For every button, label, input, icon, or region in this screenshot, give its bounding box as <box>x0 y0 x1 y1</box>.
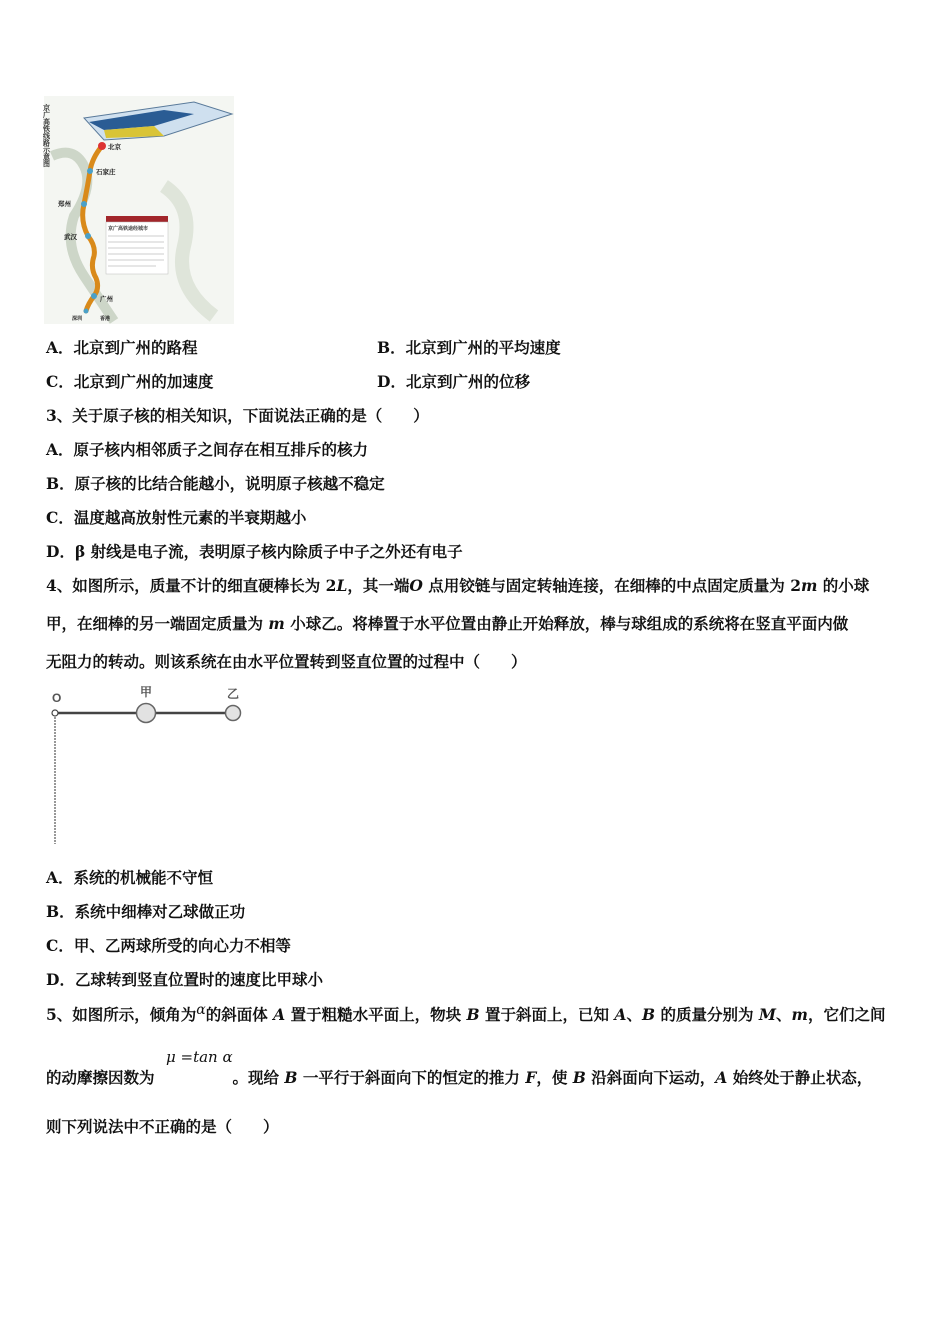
q4-stem-line-1: 4、如图所示，质量不计的细直硬棒长为 2L，其一端O 点用铰链与固定转轴连接，在细棒的中点固定质量为 2m 的小球 <box>46 576 870 595</box>
friction-formula: μ =tan α <box>166 1048 233 1066</box>
city-label: 石家庄 <box>96 169 116 176</box>
ball-jia-label: 甲 <box>140 685 153 699</box>
q2-option-b: B．北京到广州的平均速度 <box>377 338 561 357</box>
q5-stem-line-3: 则下列说法中不正确的是（ ） <box>46 1117 279 1136</box>
pivot-point <box>52 710 58 716</box>
city-marker <box>81 201 87 207</box>
ball-jia <box>137 704 156 723</box>
city-marker <box>98 142 106 150</box>
q3-option-b: B．原子核的比结合能越小，说明原子核越不稳定 <box>46 474 385 493</box>
q3-option-a: A．原子核内相邻质子之间存在相互排斥的核力 <box>46 440 369 459</box>
legend-title: 京广高铁途经城市 <box>108 226 149 232</box>
ball-yi-label: 乙 <box>227 687 240 701</box>
city-label: 郑州 <box>58 201 71 208</box>
q4-option-a: A．系统的机械能不守恒 <box>46 868 214 887</box>
pivot-label: O <box>52 691 62 705</box>
city-marker <box>87 168 93 174</box>
city-marker <box>91 293 97 299</box>
q3-stem: 3、关于原子核的相关知识，下面说法正确的是（ ） <box>46 406 429 425</box>
rail-map-figure <box>44 96 234 324</box>
city-label: 香港 <box>100 316 111 322</box>
map-side-title: 京广高铁线路示意图 <box>42 104 50 167</box>
ball-yi <box>226 706 241 721</box>
city-label: 北京 <box>108 144 121 151</box>
q5-stem-line-1: 5、如图所示，倾角为α的斜面体 A 置于粗糙水平面上，物块 B 置于斜面上，已知 A、B 的质量分别为 M、m，它们之间 <box>46 1002 886 1024</box>
rod-figure <box>40 682 260 850</box>
q2-option-a: A．北京到广州的路程 <box>46 338 198 357</box>
q3-option-d: D．β 射线是电子流，表明原子核内除质子中子之外还有电子 <box>46 542 463 561</box>
city-marker <box>84 309 89 314</box>
city-label: 武汉 <box>64 234 77 241</box>
q4-option-c: C．甲、乙两球所受的向心力不相等 <box>46 936 291 955</box>
city-label: 广州 <box>100 296 113 303</box>
map-legend <box>106 216 168 274</box>
q3-option-c: C．温度越高放射性元素的半衰期越小 <box>46 508 307 527</box>
q2-option-d: D．北京到广州的位移 <box>377 372 530 391</box>
city-label: 深圳 <box>72 316 83 322</box>
q4-option-d: D．乙球转到竖直位置时的速度比甲球小 <box>46 970 323 989</box>
q4-option-b: B．系统中细棒对乙球做正功 <box>46 902 246 921</box>
q2-option-c: C．北京到广州的加速度 <box>46 372 214 391</box>
q4-stem-line-3: 无阻力的转动。则该系统在由水平位置转到竖直位置的过程中（ ） <box>46 652 527 671</box>
city-marker <box>85 233 91 239</box>
q5-stem-line-2: 的动摩擦因数为 。现给 B 一平行于斜面向下的恒定的推力 F，使 B 沿斜面向下运动，A 始终处于静止状态， <box>46 1068 873 1087</box>
q4-stem-line-2: 甲，在细棒的另一端固定质量为 m 小球乙。将棒置于水平位置由静止开始释放，棒与球组成的系统将在竖直平面内做 <box>46 614 849 633</box>
